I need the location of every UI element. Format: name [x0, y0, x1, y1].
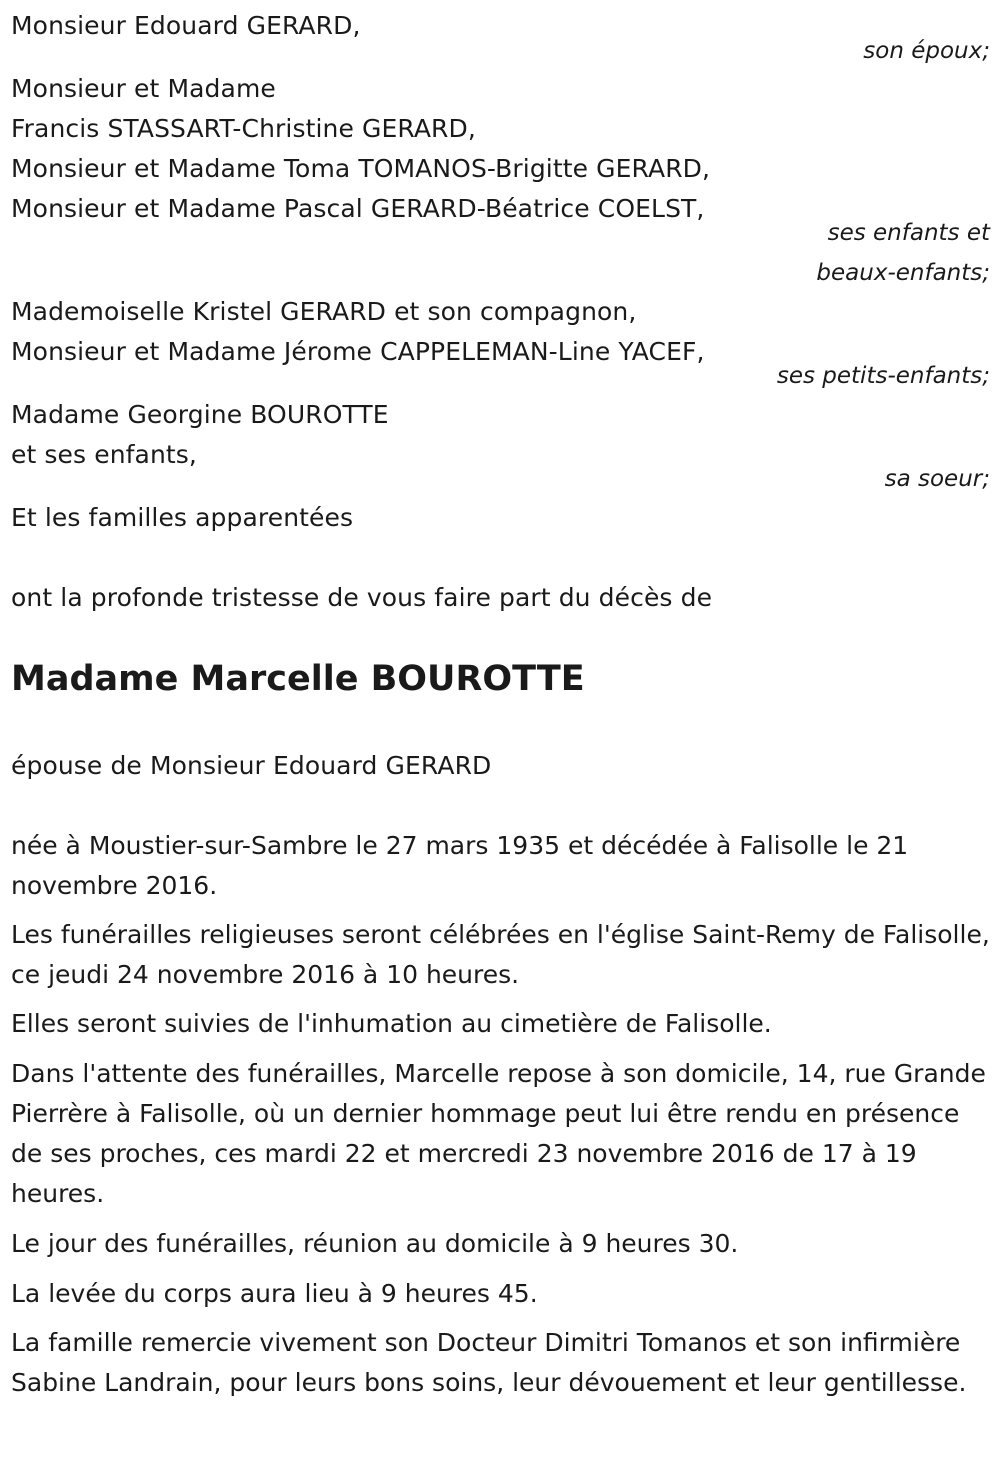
children-relation: beaux-enfants;	[816, 260, 990, 286]
paragraph-visitation: Dans l'attente des funérailles, Marcelle repose à son domicile, 14, rue Grande Pierrère à Falisolle, où un dernier hommage peut lui être rendu en présence de ses proches, ces mardi 22 et mercredi 23 novembre 2016 de 17 à 19 heures.	[11, 1059, 986, 1208]
grandchildren-line: Mademoiselle Kristel GERARD et son compagnon,	[11, 297, 637, 326]
grandchildren-relation: ses petits-enfants;	[776, 363, 990, 389]
grandchildren-line: Monsieur et Madame Jérome CAPPELEMAN-Line YACEF,	[11, 337, 705, 366]
paragraph-burial: Elles seront suivies de l'inhumation au cimetière de Falisolle.	[11, 1009, 772, 1038]
paragraph-birth-death: née à Moustier-sur-Sambre le 27 mars 1935 et décédée à Falisolle le 21 novembre 2016.	[11, 831, 909, 900]
sister-line: et ses enfants,	[11, 440, 197, 469]
children-line: Monsieur et Madame Toma TOMANOS-Brigitte GERARD,	[11, 154, 711, 183]
paragraph-thanks: La famille remercie vivement son Docteur Dimitri Tomanos et son infirmière Sabine Landrain, pour leurs bons soins, leur dévouement et leur gentillesse.	[11, 1328, 967, 1397]
spouse-of: épouse de Monsieur Edouard GERARD	[11, 751, 492, 780]
related-families: Et les familles apparentées	[11, 503, 354, 532]
sister-relation: sa soeur;	[884, 466, 990, 492]
announcement: ont la profonde tristesse de vous faire part du décès de	[11, 583, 713, 612]
children-line: Francis STASSART-Christine GERARD,	[11, 114, 476, 143]
children-relation: ses enfants et	[827, 220, 990, 246]
paragraph-meeting: Le jour des funérailles, réunion au domicile à 9 heures 30.	[11, 1229, 739, 1258]
paragraph-departure: La levée du corps aura lieu à 9 heures 45.	[11, 1279, 538, 1308]
spouse-relation: son époux;	[863, 38, 990, 64]
children-line: Monsieur et Madame Pascal GERARD-Béatrice COELST,	[11, 194, 705, 223]
paragraph-funeral: Les funérailles religieuses seront célébrées en l'église Saint-Remy de Falisolle, ce jeudi 24 novembre 2016 à 10 heures.	[11, 920, 990, 989]
sister-line: Madame Georgine BOUROTTE	[11, 400, 389, 429]
children-line: Monsieur et Madame	[11, 74, 276, 103]
deceased-name: Madame Marcelle BOUROTTE	[11, 659, 585, 699]
spouse-line: Monsieur Edouard GERARD,	[11, 11, 361, 40]
